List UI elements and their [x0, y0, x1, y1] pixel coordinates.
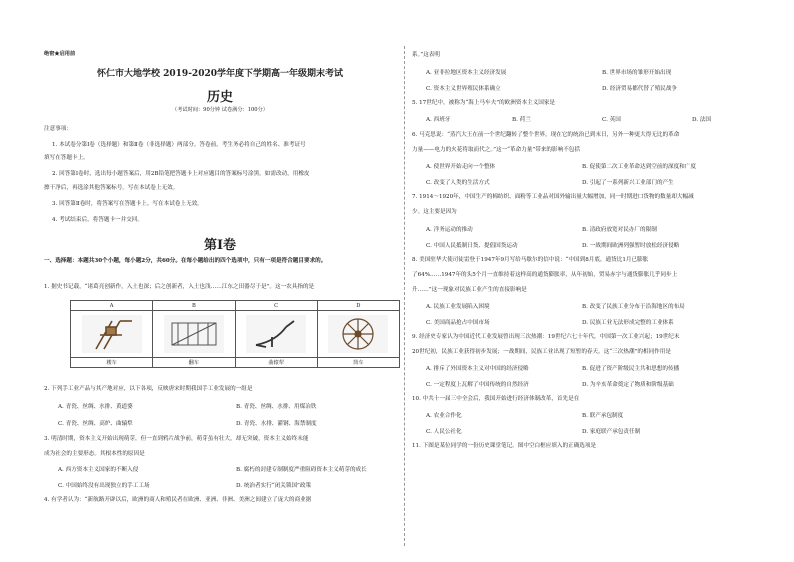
- q1-image-table: [70, 300, 400, 368]
- option: C. 资本主义世界殖民体系确立: [426, 86, 501, 92]
- question-stem: 力量——电力的火花将取而代之。”这一“革命力量”带来的影响不包括: [412, 147, 580, 153]
- question-stem: 4. 有学者认为：“新航路开辟以后，欧洲的商人和殖民者在欧洲、亚洲、非洲、美洲之间建立了庞大的商业据: [44, 497, 312, 503]
- notes-heading: 注意事项：: [44, 126, 72, 132]
- option: C. 人民公社化: [426, 429, 462, 435]
- option: A. 使世界开始走向一个整体: [426, 164, 496, 170]
- exam-title: 怀仁市大地学校 2019-2020学年度下学期高一年级期末考试: [97, 69, 343, 79]
- option: D. 一战期间欧洲列强暂时放松经济侵略: [582, 243, 680, 249]
- image-letter: C: [235, 301, 317, 311]
- option: C. 一定程度上瓦解了中国传统的自然经济: [426, 382, 529, 388]
- section-instruction: 一、选择题：本题共30个小题，每小题2分，共60分。在每小题给出的四个选项中，只有一项是符合题目要求的。: [44, 258, 327, 264]
- option: C. 改变了人类的生活方式: [426, 180, 490, 186]
- image-letter: A: [71, 301, 153, 311]
- question-stem: 10. 中共十一届三中全会后，我国开始进行经济体制改革，首先是在: [412, 396, 580, 402]
- option: C. 美国商品抢占中国市场: [426, 320, 490, 326]
- question-stem: 升……”这一现象对民族工业产生的直接影响是: [412, 287, 527, 293]
- option: B. 改变了民族工业分布于沿海地区的布局: [582, 304, 685, 310]
- seeder-image: [82, 315, 142, 353]
- option: D. 为辛亥革命奠定了物质和阶级基础: [582, 382, 674, 388]
- option: B. 荷兰: [512, 117, 531, 123]
- question-stem: 7. 1914～1920年，中国生产的棉纺织、面粉等工业品对国外输出量大幅增加，同一时期进口货物的数量却大幅减: [412, 194, 694, 200]
- option: D. 家庭联产承包责任制: [582, 429, 641, 435]
- option: B. 清政府放宽对民办厂的限制: [582, 227, 657, 233]
- option: D. 青瓷、水排、灌钢、海禁制度: [236, 421, 317, 427]
- option: B. 腐朽的封建专制制度严重阻碍资本主义萌芽的成长: [236, 467, 367, 473]
- question-stem: 系。”这表明: [412, 52, 441, 58]
- secret-label: 绝密★启用前: [44, 51, 76, 57]
- option: C. 中国人民抵制日货、提倡国货运动: [426, 243, 518, 249]
- image-caption: 耧车: [71, 357, 153, 367]
- question-stem: 了64%……1947年的头5个月一直维持着这样高的通货膨胀率，从年初始，贸易赤字与通货膨胀几乎同步上: [412, 272, 678, 278]
- option: B. 促使第二次工业革命达到空前的深度和广度: [582, 164, 696, 170]
- question-stem: 3. 明清时期，资本主义开始出现萌芽，但一直到鸦片战争前，萌芽虽有壮大，却无突破，资本主义始终未能: [44, 436, 309, 442]
- noria-image: [328, 315, 388, 353]
- image-caption: 翻车: [153, 357, 235, 367]
- option: A. 亚非拉地区资本主义经济发展: [426, 70, 507, 76]
- option: A. 洋务运动的推动: [426, 227, 473, 233]
- note-line: 4. 考试结束后，将答题卡一并交回。: [52, 217, 144, 223]
- question-stem: 6. 马克思说：“蒸汽大王在前一个世纪翻转了整个世界，现在它的统治已到末日，另外一种更大得无比的革命: [412, 132, 680, 138]
- section-title: 第Ⅰ卷: [203, 238, 237, 253]
- option: A. 西方资本主义国家的不断入侵: [58, 467, 139, 473]
- question-stem: 成为社会的主要形态。其根本性的原因是: [44, 451, 145, 457]
- option: A. 排斥了外国资本主义对中国的经济侵略: [426, 366, 529, 372]
- option: A. 青瓷、丝绸、水排、黄道婆: [58, 404, 133, 410]
- question-stem: 8. 美国驻华大使司徒雷登于1947年9月写给马歇尔的信中说：“中国到8月底，通货比1月已膨胀: [412, 257, 649, 263]
- column-divider: [404, 46, 405, 546]
- question-stem: 少。这主要是因为: [412, 209, 457, 215]
- image-letter: D: [317, 301, 399, 311]
- option: B. 青瓷、丝绸、水排、用煤冶铁: [236, 404, 317, 410]
- water-wheel-image: [164, 315, 224, 353]
- note-line: 3. 回答第Ⅱ卷时，将答案写在答题卡上。写在本试卷上无效。: [52, 201, 203, 207]
- question-stem: 11. 下图是某位同学的一份历史课堂笔记。图中空白框应填入的正确选项是: [412, 443, 597, 449]
- option: D. 民族工业无法形成完整的工业体系: [582, 320, 674, 326]
- image-caption: 筒车: [317, 357, 399, 367]
- question-stem: 2. 下列手工业产品与其产地对应，以下各项，反映唐宋时期我国手工业发展的一组是: [44, 386, 253, 392]
- exam-info: （考试时间：90分钟 试卷满分：100分）: [172, 107, 268, 113]
- question-stem: 9. 经济史专家认为中国近代工业发展曾出现三次热潮：19世纪六七十年代，中国第一次工业兴起；19世纪末: [412, 334, 680, 340]
- note-line: 1. 本试卷分第Ⅰ卷（选择题）和第Ⅱ卷（非选择题）两部分。答卷前，考生务必将自己的姓名、准考证号: [52, 142, 306, 148]
- option: D. 经济贸易都代替了殖民战争: [602, 86, 677, 92]
- option: D. 引起了一系列新兴工业部门的产生: [582, 180, 674, 186]
- option: D. 统治者实行“闭关锁国”政策: [236, 483, 312, 489]
- option: B. 联产承包制度: [582, 413, 624, 419]
- subject-title: 历史: [206, 90, 233, 105]
- note-line: 2. 回答第Ⅰ卷时，选出每小题答案后，用2B铅笔把答题卡上对应题目的答案标号涂黑。如需改动，用橡皮: [52, 171, 310, 177]
- option: C. 中国始终没有出现独立的手工工场: [58, 483, 150, 489]
- image-caption: 曲辕犁: [235, 357, 317, 367]
- option: D. 法国: [692, 117, 712, 123]
- option: C. 英国: [602, 117, 621, 123]
- option: A. 民族工业发展陷入困境: [426, 304, 490, 310]
- option: B. 世界市场的雏形开始出现: [602, 70, 672, 76]
- note-line: 填写在答题卡上。: [44, 155, 89, 161]
- note-line: 擦干净后，再选涂其他答案标号。写在本试卷上无效。: [44, 185, 179, 191]
- question-stem: 5. 17世纪中，被称为“海上马车夫”的欧洲资本主义国家是: [412, 100, 556, 106]
- option: B. 促进了资产阶级民主共和思想的传播: [582, 366, 680, 372]
- image-letter: B: [153, 301, 235, 311]
- option: A. 西班牙: [426, 117, 451, 123]
- plow-image: [246, 315, 306, 353]
- question-stem: 20世纪初，民族工业获得初步发展；一战期间，民族工业出现了短暂的春天。这“三次热潮”的相同作用是: [412, 349, 671, 355]
- question-stem: 1. 据史书记载，“诸葛亮创新作，入土也深；后之创新者，入土也浅……江东之田器尽于是”。这一农具指的是: [44, 284, 315, 290]
- option: C. 青瓷、丝绸、高炉、曲辕犁: [58, 421, 133, 427]
- option: A. 农业合作化: [426, 413, 462, 419]
